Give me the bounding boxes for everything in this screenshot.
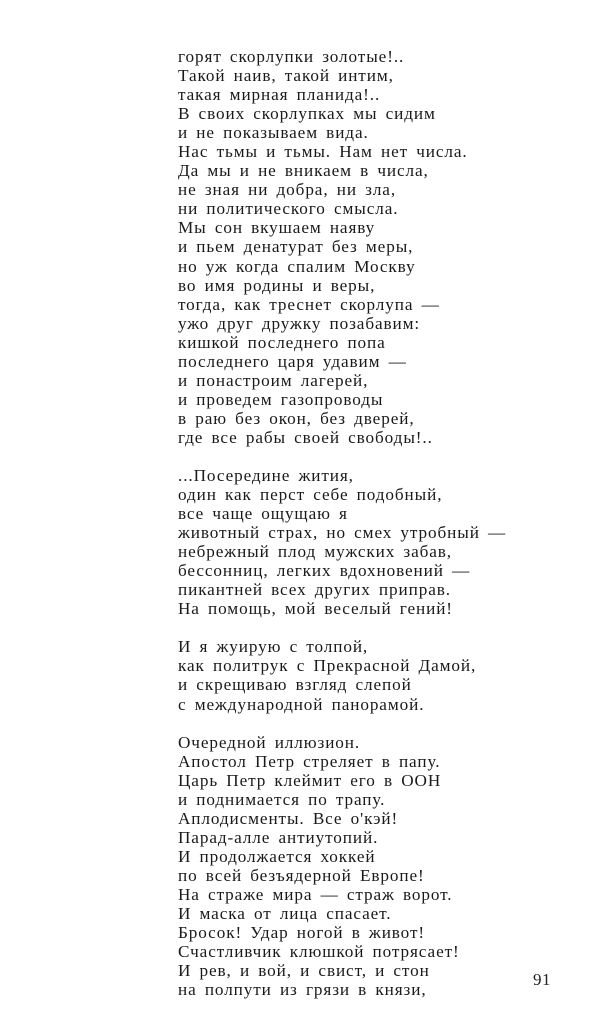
poem-line: и пьем денатурат без меры, bbox=[178, 237, 414, 257]
poem-line: на полпути из грязи в князи, bbox=[178, 980, 427, 1000]
poem-line: один как перст себе подобный, bbox=[178, 485, 443, 505]
poem-line: и не показываем вида. bbox=[178, 123, 369, 143]
stanza bbox=[178, 47, 538, 447]
poem-line: во имя родины и веры, bbox=[178, 275, 376, 295]
poem-line: И маска от лица спасает. bbox=[178, 903, 392, 923]
poem-line: как политрук с Прекрасной Дамой, bbox=[178, 656, 477, 676]
poem-line: Очередной иллюзион. bbox=[178, 732, 361, 752]
poem-line: И продолжается хоккей bbox=[178, 846, 376, 866]
poem-line: по всей безъядерной Европе! bbox=[178, 865, 425, 885]
poem-line: Аплодисменты. Все о'кэй! bbox=[178, 808, 399, 828]
poem-line: И рев, и вой, и свист, и стон bbox=[178, 961, 430, 981]
poem-line: Такой наив, такой интим, bbox=[178, 66, 394, 86]
poem-line: ужо друг дружку позабавим: bbox=[178, 313, 421, 333]
poem-body bbox=[178, 47, 538, 999]
poem-line: не зная ни добра, ни зла, bbox=[178, 180, 397, 200]
poem-line: и понастроим лагерей, bbox=[178, 370, 369, 390]
poem-line: Бросок! Удар ногой в живот! bbox=[178, 923, 425, 943]
poem-line: Апостол Петр стреляет в папу. bbox=[178, 751, 441, 771]
poem-line: ...Посередине жития, bbox=[178, 465, 354, 485]
poem-line: животный страх, но смех утробный — bbox=[178, 523, 507, 543]
poem-line: бессонниц, легких вдохновений — bbox=[178, 561, 471, 581]
stanza bbox=[178, 733, 538, 1000]
poem-line: горят скорлупки золотые!.. bbox=[178, 47, 405, 66]
poem-line: такая мирная планида!.. bbox=[178, 85, 381, 105]
poem-line: Да мы и не вникаем в числа, bbox=[178, 161, 429, 181]
poem-line: В своих скорлупках мы сидим bbox=[178, 104, 436, 124]
poem-line: Нас тьмы и тьмы. Нам нет числа. bbox=[178, 142, 468, 162]
poem-line: Царь Петр клеймит его в ООН bbox=[178, 770, 442, 790]
poem-line: тогда, как треснет скорлупа — bbox=[178, 294, 440, 314]
poem-line: Мы сон вкушаем наяву bbox=[178, 218, 376, 238]
poem-line: Счастливчик клюшкой потрясает! bbox=[178, 942, 460, 962]
poem-line: где все рабы своей свободы!.. bbox=[178, 427, 433, 447]
poem-line: ни политического смысла. bbox=[178, 199, 399, 219]
poem-line: небрежный плод мужских забав, bbox=[178, 542, 453, 562]
poem-line: На помощь, мой веселый гений! bbox=[178, 599, 453, 619]
page-number: 91 bbox=[533, 970, 551, 989]
poem-line: и поднимается по трапу. bbox=[178, 789, 386, 809]
poem-line: с международной панорамой. bbox=[178, 694, 425, 714]
poem-line: На страже мира — страж ворот. bbox=[178, 884, 453, 904]
poem-line: последнего царя удавим — bbox=[178, 351, 407, 371]
poem-line: в раю без окон, без дверей, bbox=[178, 408, 415, 428]
poem-line: пикантней всех других приправ. bbox=[178, 580, 451, 600]
poem-line: Парад-алле антиутопий. bbox=[178, 827, 379, 847]
stanza bbox=[178, 637, 538, 713]
poem-line: но уж когда спалим Москву bbox=[178, 256, 416, 276]
poem-line: кишкой последнего попа bbox=[178, 332, 386, 352]
poem-line: и проведем газопроводы bbox=[178, 389, 384, 409]
poem-line: все чаще ощущаю я bbox=[178, 504, 348, 524]
stanza bbox=[178, 466, 538, 618]
poem-line: И я жуирую с толпой, bbox=[178, 637, 369, 657]
poem-line: и скрещиваю взгляд слепой bbox=[178, 675, 412, 695]
